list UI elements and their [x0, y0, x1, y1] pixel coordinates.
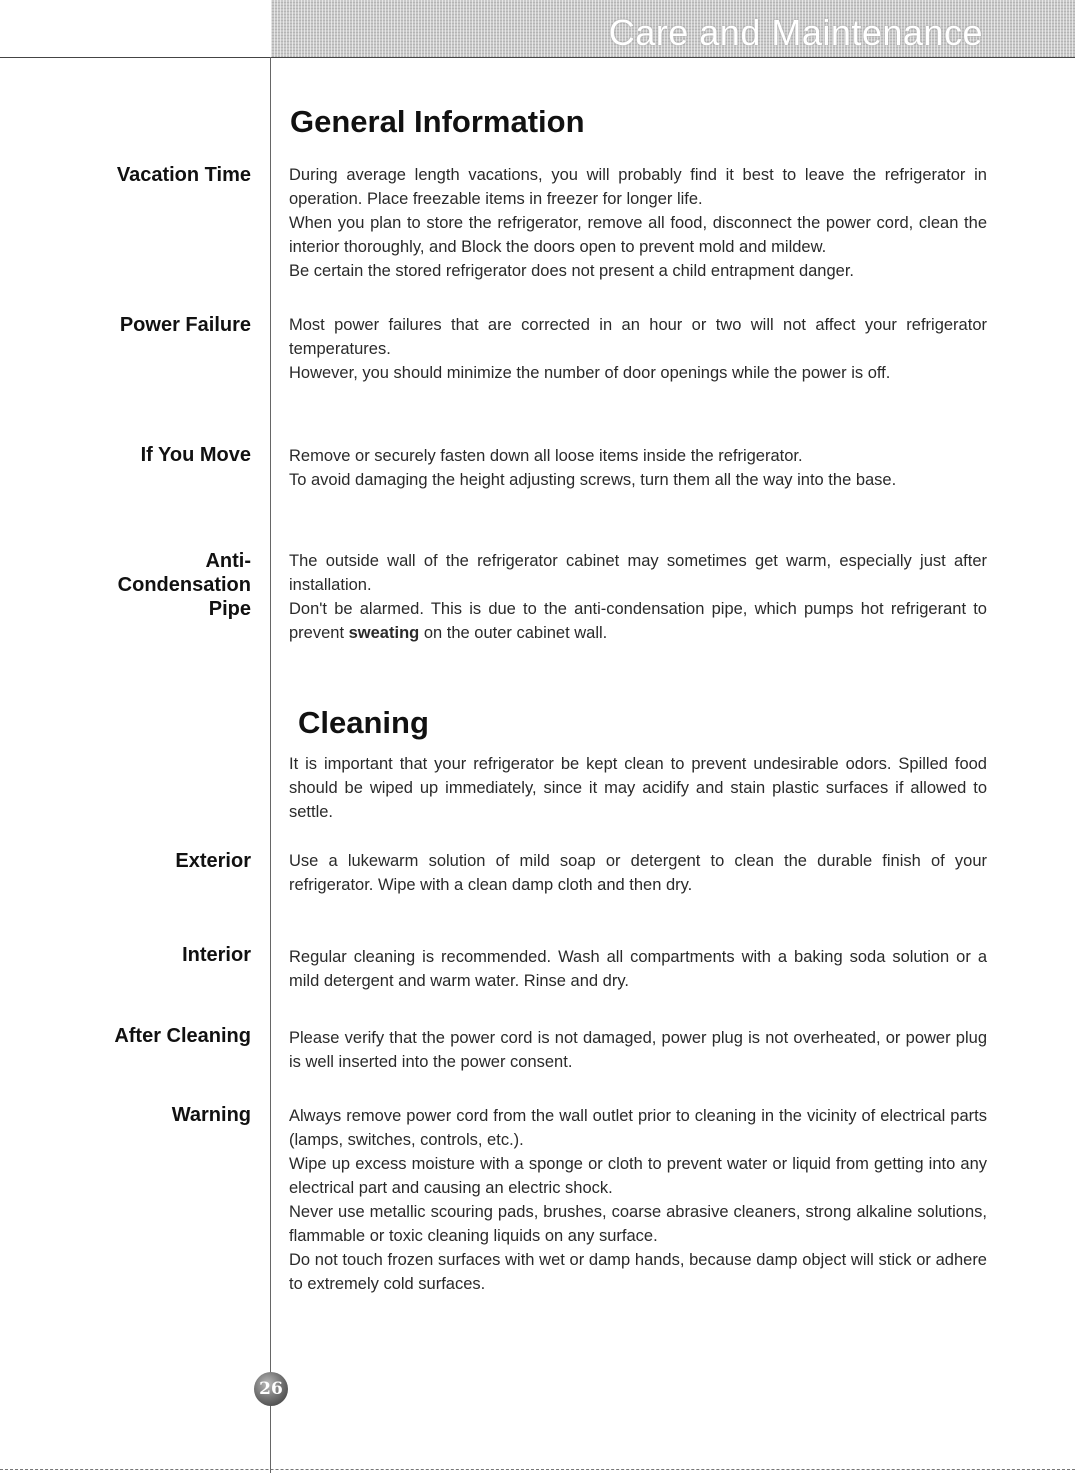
page-number-badge: 26 [254, 1372, 288, 1406]
anti-condensation-line-2-end: on the outer cabinet wall. [419, 624, 608, 642]
vacation-line-1: During average length vacations, you will probably find it best to leave the refrigerator in operation. Place freezable items in freezer for longer life. [289, 166, 987, 208]
move-line-2: To avoid damaging the height adjusting screws, turn them all the way into the base. [289, 471, 897, 489]
cleaning-intro-text: It is important that your refrigerator be kept clean to prevent undesirable odors. Spilled food should be wiped up immediately, since it may acidify and stain plastic surfaces if allowed to settle. [289, 755, 987, 821]
if-you-move-text [289, 444, 987, 492]
vertical-divider [270, 57, 271, 1473]
exterior-text: Use a lukewarm solution of mild soap or detergent to clean the durable finish of your refrigerator. Wipe with a clean damp cloth and then dry. [289, 852, 987, 894]
vacation-line-2: When you plan to store the refrigerator, remove all food, disconnect the power cord, clean the interior thoroughly, and Block the doors open to prevent mold and mildew. [289, 214, 987, 256]
label-anti-condensation-pipe [1, 549, 251, 621]
section-title: Care and Maintenance [608, 12, 983, 53]
bottom-divider [0, 1469, 1075, 1470]
label-line-condensation: Condensation [117, 574, 251, 596]
label-exterior: Exterior [175, 850, 251, 872]
anti-condensation-line-2-start: Don't be alarmed. This is due to the anti-condensation pipe, which pumps hot refrigerant to prevent [289, 600, 987, 642]
top-divider [0, 57, 1075, 58]
move-line-1: Remove or securely fasten down all loose items inside the refrigerator. [289, 447, 803, 465]
warning-line-1: Always remove power cord from the wall outlet prior to cleaning in the vicinity of electrical parts (lamps, switches, controls, etc.). [289, 1107, 987, 1149]
section-header-band [271, 0, 1075, 57]
anti-condensation-text [289, 549, 987, 645]
anti-condensation-line-2 [289, 597, 987, 645]
sweating-emphasis: sweating [348, 624, 420, 642]
power-failure-line-2: However, you should minimize the number of door openings while the power is off. [289, 364, 891, 382]
after-cleaning-text: Please verify that the power cord is not damaged, power plug is not overheated, or power plug is well inserted into the power consent. [289, 1029, 987, 1071]
power-failure-line-1: Most power failures that are corrected in an hour or two will not affect your refrigerator temperatures. [289, 316, 987, 358]
label-interior: Interior [182, 944, 251, 966]
power-failure-text [289, 313, 987, 385]
warning-line-3: Never use metallic scouring pads, brushes, coarse abrasive cleaners, strong alkaline solutions, flammable or toxic cleaning liquids on any surface. [289, 1203, 987, 1245]
label-line-anti: Anti- [205, 550, 251, 572]
label-power-failure: Power Failure [119, 314, 251, 336]
vacation-line-3: Be certain the stored refrigerator does not present a child entrapment danger. [289, 262, 855, 280]
heading-general-information: General Information [290, 104, 585, 139]
vacation-time-text [289, 163, 987, 283]
heading-cleaning: Cleaning [298, 705, 429, 740]
label-if-you-move: If You Move [140, 444, 251, 466]
anti-condensation-line-1: The outside wall of the refrigerator cabinet may sometimes get warm, especially just after installation. [289, 552, 987, 594]
warning-text [289, 1104, 987, 1296]
label-after-cleaning: After Cleaning [114, 1025, 251, 1047]
interior-text: Regular cleaning is recommended. Wash all compartments with a baking soda solution or a mild detergent and warm water. Rinse and dry. [289, 948, 987, 990]
warning-line-4: Do not touch frozen surfaces with wet or damp hands, because damp object will stick or adhere to extremely cold surfaces. [289, 1251, 987, 1293]
label-warning: Warning [171, 1104, 251, 1126]
label-line-pipe: Pipe [208, 598, 251, 620]
warning-line-2: Wipe up excess moisture with a sponge or cloth to prevent water or liquid from getting into any electrical part and causing an electric shock. [289, 1155, 987, 1197]
label-vacation-time: Vacation Time [116, 164, 251, 186]
